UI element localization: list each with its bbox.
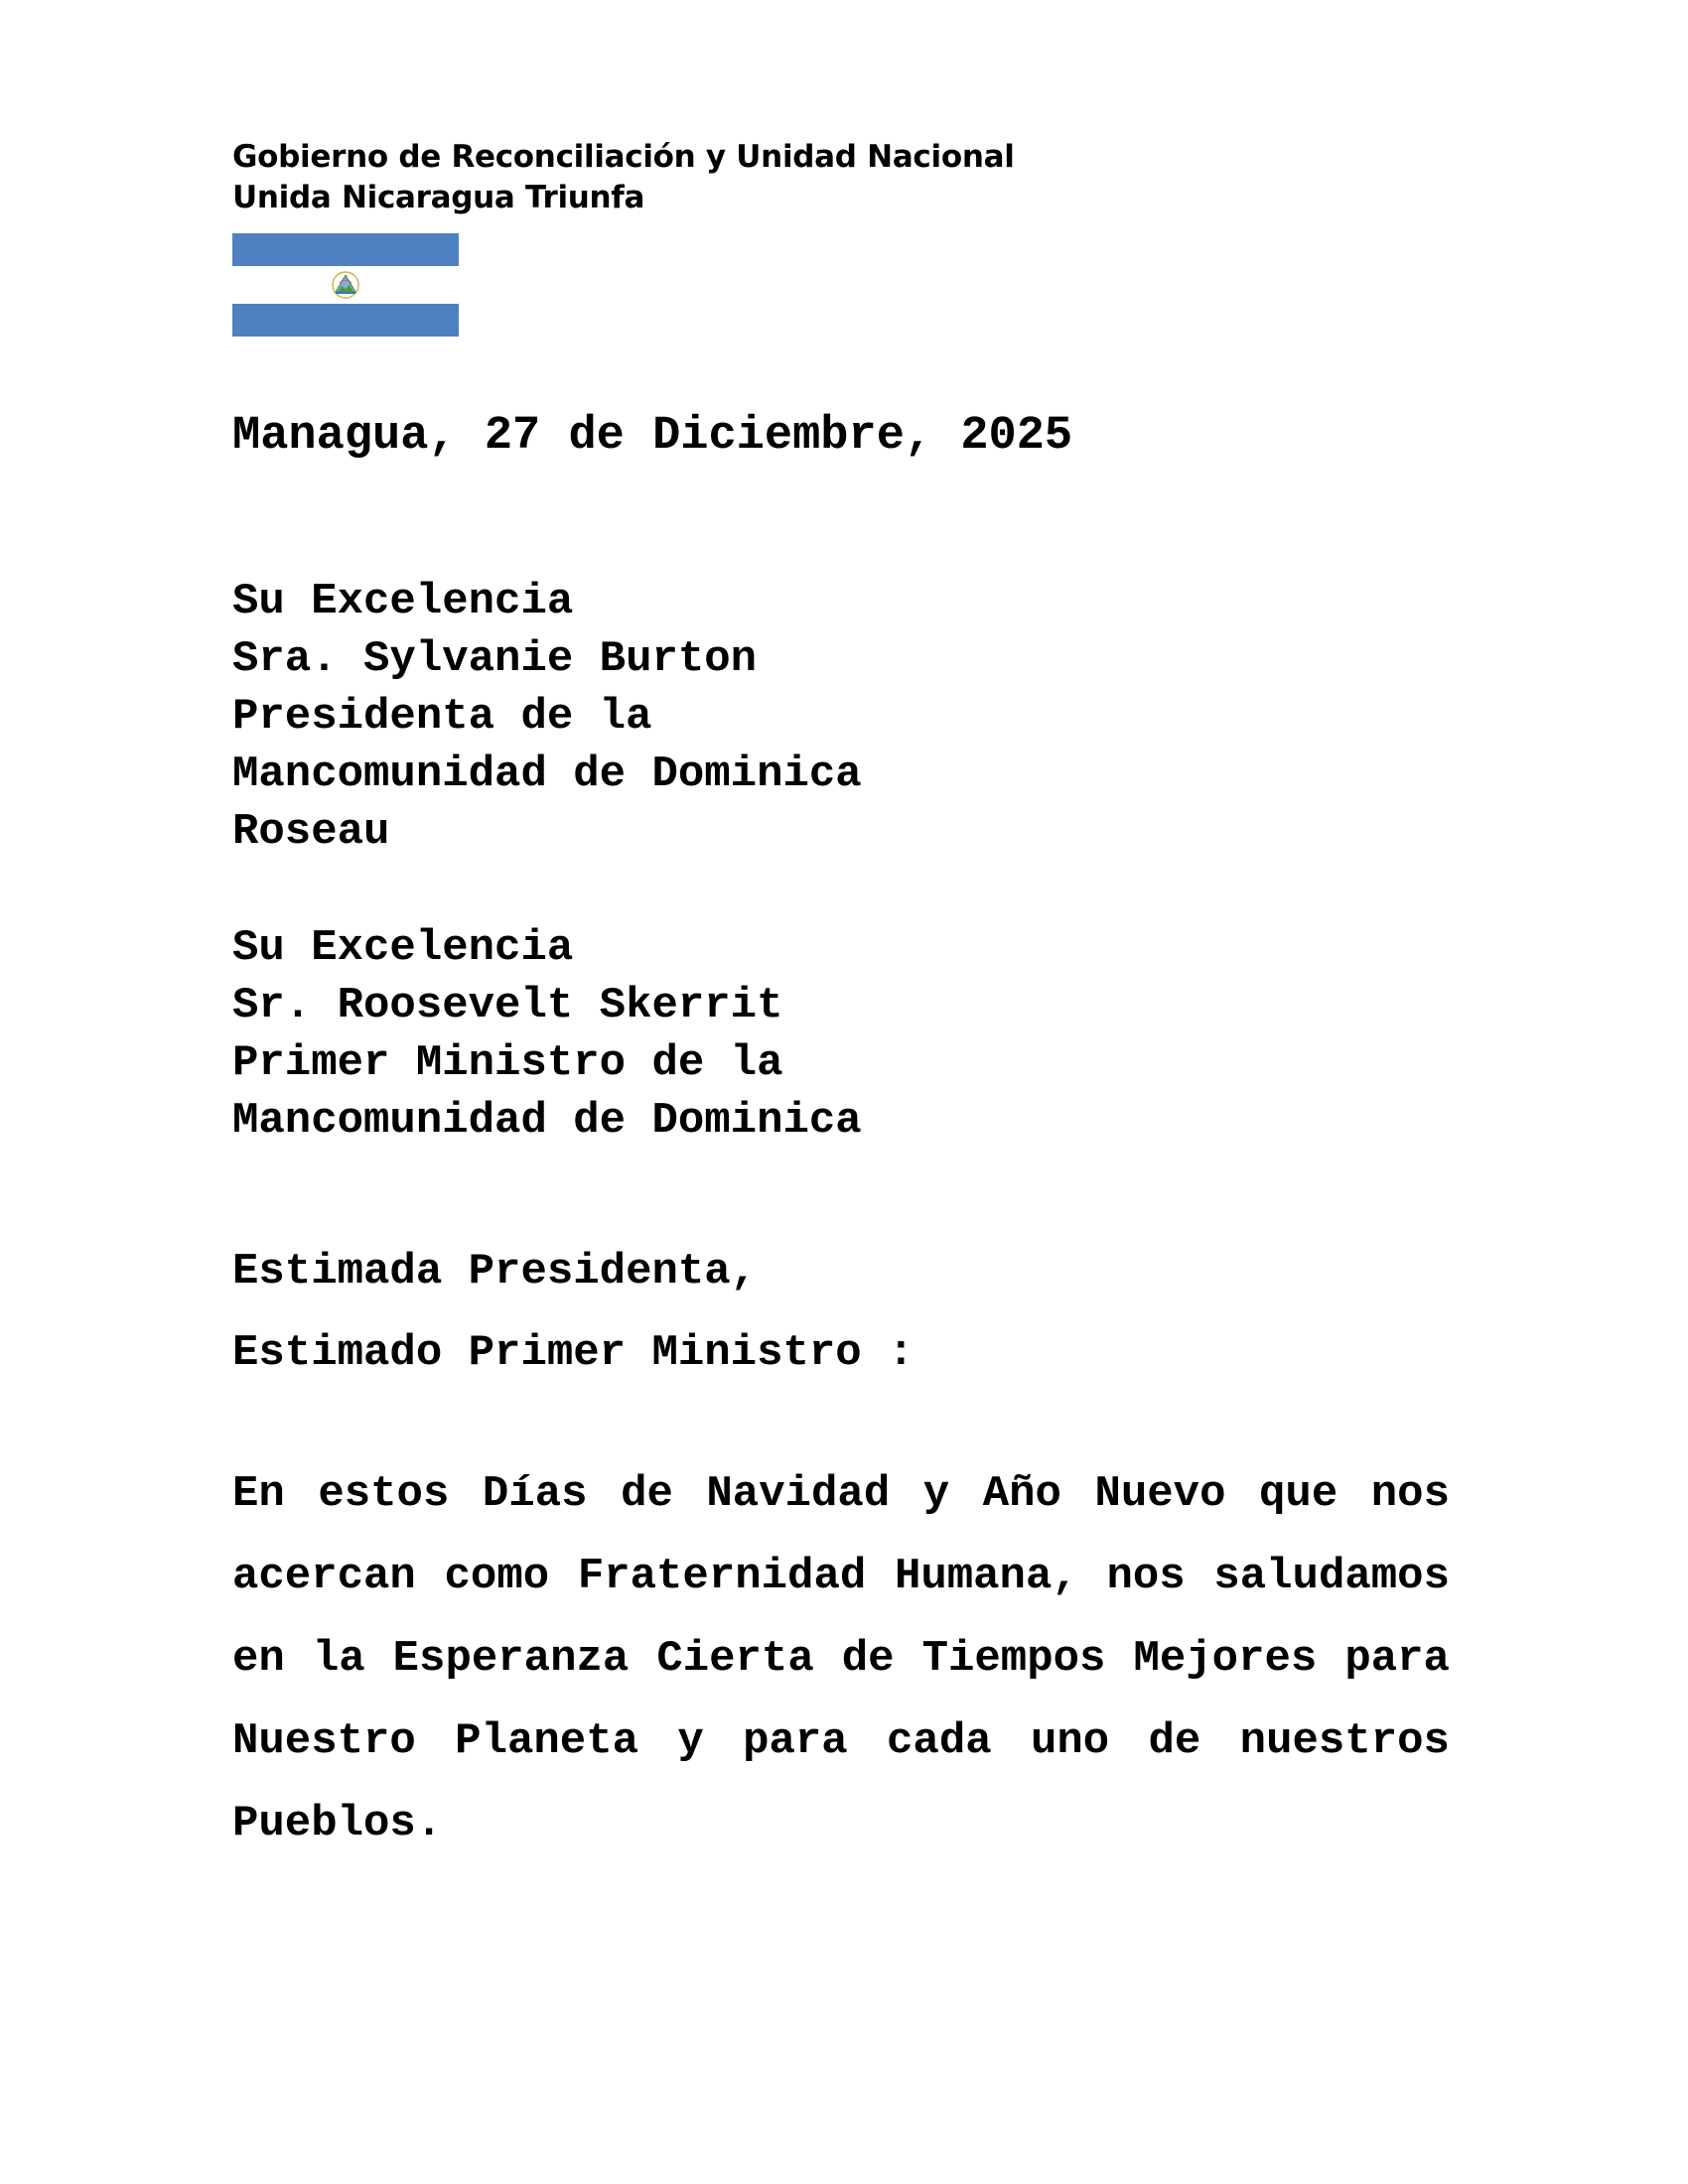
body-line (232, 1783, 1450, 1865)
body-word: y (922, 1469, 950, 1519)
body-word: Año (982, 1469, 1061, 1519)
body-word: En (232, 1469, 285, 1519)
recipient-line: Su Excelencia (232, 577, 574, 626)
government-name: Gobierno de Reconciliación y Unidad Nacional (232, 139, 1015, 175)
body-word: como (444, 1552, 550, 1601)
body-word: nos (1370, 1469, 1450, 1519)
recipient-block-president (232, 573, 862, 861)
body-word: Pueblos. (232, 1799, 443, 1848)
body-word: Mejores (1133, 1634, 1318, 1684)
coat-of-arms-icon (328, 269, 363, 301)
recipient-line: Mancomunidad de Dominica (232, 750, 862, 799)
body-word: cada (887, 1716, 992, 1766)
recipient-line: Su Excelencia (232, 923, 574, 973)
body-word: Humana, (894, 1552, 1078, 1601)
body-word: Planeta (455, 1716, 639, 1766)
body-word: Fraternidad (577, 1552, 867, 1601)
letter-body (232, 1453, 1450, 1865)
body-word: estos (318, 1469, 450, 1519)
recipient-block-prime-minister (232, 919, 862, 1150)
body-word: Esperanza (392, 1634, 630, 1684)
flag-top-stripe (232, 233, 459, 266)
body-word: para (1344, 1634, 1450, 1684)
body-line (232, 1701, 1450, 1783)
body-word: Tiempos (921, 1634, 1106, 1684)
body-word: Nuestro (232, 1716, 416, 1766)
body-word: Días (482, 1469, 588, 1519)
body-word: Nuevo (1094, 1469, 1226, 1519)
flag-bottom-stripe (232, 304, 459, 337)
recipient-line: Roseau (232, 807, 390, 857)
body-word: para (743, 1716, 848, 1766)
body-word: la (312, 1634, 365, 1684)
salutation-prime-minister: Estimado Primer Ministro : (232, 1328, 914, 1378)
body-word: nos (1106, 1552, 1186, 1601)
body-line (232, 1536, 1450, 1618)
recipient-line: Primer Ministro de la (232, 1038, 783, 1088)
body-word: de (841, 1634, 895, 1684)
government-slogan: Unida Nicaragua Triunfa (232, 180, 645, 215)
body-word: en (232, 1634, 285, 1684)
body-line (232, 1618, 1450, 1701)
body-word: Navidad (706, 1469, 891, 1519)
nicaragua-flag-icon (232, 233, 459, 337)
body-line (232, 1453, 1450, 1536)
letterhead (232, 137, 1015, 218)
recipient-line: Sr. Roosevelt Skerrit (232, 981, 783, 1030)
recipient-line: Sra. Sylvanie Burton (232, 634, 758, 684)
letter-date: Managua, 27 de Diciembre, 2025 (232, 410, 1073, 463)
recipient-line: Mancomunidad de Dominica (232, 1096, 862, 1146)
body-word: acercan (232, 1552, 416, 1601)
body-word: nuestros (1239, 1716, 1450, 1766)
body-word: Cierta (656, 1634, 814, 1684)
body-word: y (677, 1716, 704, 1766)
body-word: de (621, 1469, 673, 1519)
body-word: de (1148, 1716, 1201, 1766)
body-word: que (1259, 1469, 1338, 1519)
body-word: uno (1030, 1716, 1110, 1766)
body-word: saludamos (1213, 1552, 1450, 1601)
salutation-president: Estimada Presidenta, (232, 1247, 758, 1297)
recipient-line: Presidenta de la (232, 692, 652, 742)
